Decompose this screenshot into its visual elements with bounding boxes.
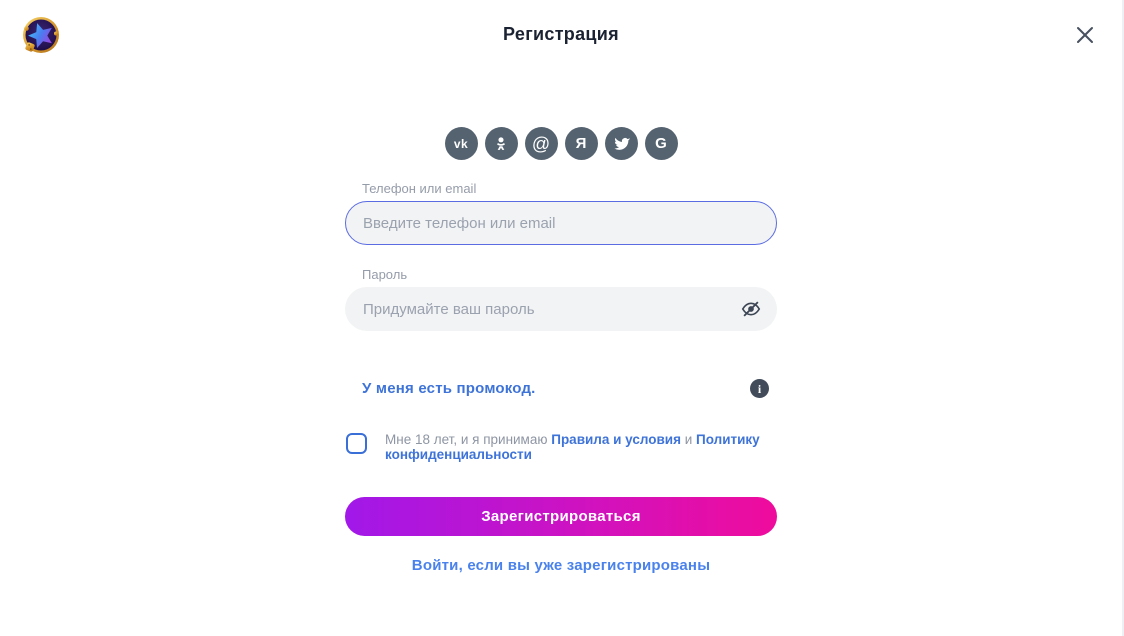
agreement-text — [385, 432, 767, 462]
page-title: Регистрация — [503, 24, 619, 44]
promo-code-link[interactable]: У меня есть промокод. — [362, 380, 536, 397]
agreement-conjunction: и — [680, 432, 697, 447]
google-icon: G — [655, 135, 667, 152]
vk-icon: vk — [453, 136, 469, 151]
odnoklassniki-login-button[interactable] — [485, 127, 518, 160]
phone-email-input[interactable] — [345, 201, 777, 245]
promo-row — [345, 379, 777, 398]
info-icon: i — [757, 381, 762, 396]
register-button[interactable]: Зарегистрироваться — [345, 497, 777, 536]
mail-ru-icon: @ — [531, 133, 551, 154]
eye-off-icon — [740, 298, 762, 320]
phone-email-label: Телефон или email — [362, 181, 477, 196]
social-login-row — [345, 127, 777, 160]
mail-ru-login-button[interactable] — [525, 127, 558, 160]
privacy-policy-link[interactable]: Политику конфиденциальности — [385, 432, 760, 462]
terms-link[interactable]: Правила и условия — [551, 432, 681, 447]
yandex-icon: Я — [575, 135, 587, 152]
password-field-group — [345, 267, 777, 331]
agreement-row — [345, 432, 777, 462]
password-visibility-toggle[interactable] — [739, 298, 763, 322]
vk-login-button[interactable] — [445, 127, 478, 160]
password-input[interactable] — [345, 287, 777, 331]
registration-form — [345, 127, 777, 574]
login-link[interactable]: Войти, если вы уже зарегистрированы — [345, 557, 777, 574]
password-label: Пароль — [362, 267, 408, 282]
yandex-login-button[interactable] — [565, 127, 598, 160]
agreement-prefix: Мне 18 лет, и я принимаю — [385, 432, 552, 447]
close-icon — [1075, 25, 1095, 45]
twitter-icon — [613, 135, 630, 152]
odnoklassniki-icon — [492, 135, 510, 153]
close-button[interactable] — [1073, 23, 1097, 47]
age-terms-checkbox[interactable] — [346, 433, 367, 454]
google-login-button[interactable] — [645, 127, 678, 160]
twitter-login-button[interactable] — [605, 127, 638, 160]
phone-email-field-group — [345, 181, 777, 245]
promo-info-button[interactable] — [750, 379, 769, 398]
